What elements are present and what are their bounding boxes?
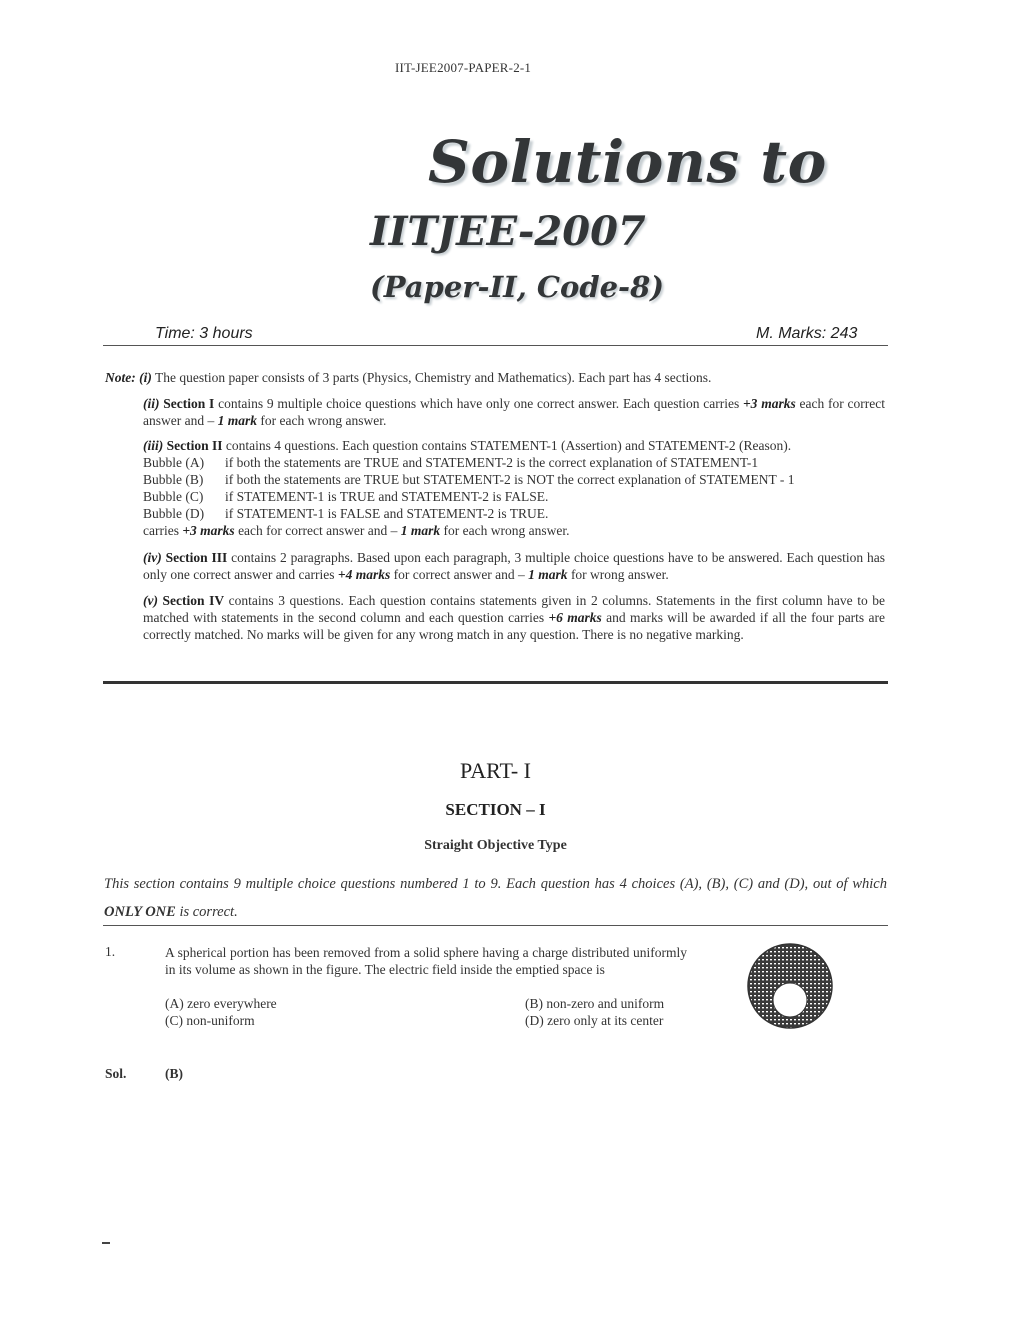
- note-item-5: [143, 592, 885, 643]
- marks-emphasis: 1 mark: [217, 413, 257, 428]
- footer-dash: [102, 1242, 110, 1244]
- note-text: each for correct answer and –: [143, 396, 885, 428]
- intro-text: is correct.: [175, 904, 238, 920]
- note-label: Note:: [105, 370, 136, 385]
- bubble-text: if both the statements are TRUE but STATEMENT-2 is NOT the correct explanation of STATEMENT - 1: [225, 472, 795, 487]
- marks-emphasis: 1 mark: [528, 567, 568, 582]
- note-text: contains 3 questions. Each question contains statements given in 2 columns. Statements in the first column have to be matched with statements in the second column and each question carries: [143, 593, 886, 625]
- page-header-code: IIT-JEE2007-PAPER-2-1: [395, 60, 532, 75]
- bubble-text: if both the statements are TRUE and STATEMENT-2 is the correct explanation of STATEMENT-1: [225, 455, 759, 470]
- exam-time: Time: 3 hours: [155, 325, 253, 342]
- note-text: for correct answer and –: [390, 567, 529, 582]
- section-name: Section I: [163, 396, 215, 411]
- solution-answer: (B): [165, 1066, 183, 1081]
- bubble-text: if STATEMENT-1 is TRUE and STATEMENT-2 is FALSE.: [225, 489, 549, 504]
- marks-emphasis: 1 mark: [400, 523, 441, 538]
- note-num: (i): [139, 370, 152, 385]
- title-solutions-to: Solutions to: [428, 128, 827, 196]
- bubble-label: Bubble (B): [143, 472, 204, 487]
- section-divider: [103, 681, 888, 684]
- sphere-cavity-icon: [745, 942, 835, 1032]
- note-text: for each wrong answer.: [257, 413, 387, 428]
- divider-line: [103, 925, 888, 926]
- note-text: contains 2 paragraphs. Based upon each paragraph, 3 multiple choice questions have to be answered. Each question has only one correct answer and carries: [143, 550, 885, 582]
- note-text: contains 9 multiple choice questions which have only one correct answer. Each question carries: [214, 396, 743, 411]
- note-item-1: [105, 369, 887, 386]
- bubble-rule-a: [143, 454, 885, 471]
- bubble-label: Bubble (C): [143, 489, 204, 504]
- bubble-rule-b: [143, 471, 885, 488]
- option-c: (C) non-uniform: [165, 1013, 255, 1028]
- bubble-rule-c: [143, 488, 885, 505]
- section-name: Section IV: [162, 593, 225, 608]
- sphere-with-cavity-figure: [745, 942, 835, 1032]
- title-paper-code: (Paper-II, Code-8): [370, 270, 664, 304]
- part-title: PART- I: [459, 758, 532, 783]
- question-number: 1.: [105, 944, 116, 959]
- intro-emphasis: ONLY ONE: [104, 904, 176, 920]
- option-a: (A) zero everywhere: [165, 996, 277, 1011]
- section-title: SECTION – I: [445, 800, 546, 819]
- note-item-3: [143, 437, 885, 539]
- section-name: Section II: [166, 438, 223, 453]
- intro-text: This section contains 9 multiple choice questions numbered 1 to 9. Each question has 4 choices (A), (B), (C) and (D), out of which: [104, 876, 887, 892]
- bubble-rule-d: [143, 505, 885, 522]
- marks-emphasis: +4 marks: [337, 567, 391, 582]
- note-text: and marks will be awarded if all the four parts are correctly matched. No marks will be given for any wrong match in any question. There is no negative marking.: [143, 610, 886, 642]
- note-text: The question paper consists of 3 parts (Physics, Chemistry and Mathematics). Each part has 4 sections.: [151, 370, 712, 385]
- marks-emphasis: +3 marks: [182, 523, 235, 538]
- note-item-2: [143, 395, 885, 429]
- marks-emphasis: +6 marks: [548, 610, 602, 625]
- exam-max-marks: M. Marks: 243: [756, 325, 858, 342]
- section-type: Straight Objective Type: [424, 838, 567, 853]
- bubble-label: Bubble (A): [143, 455, 205, 470]
- note-item-4: [143, 549, 885, 583]
- note-text: carries: [143, 523, 183, 538]
- bubble-label: Bubble (D): [143, 506, 205, 521]
- question-text: A spherical portion has been removed from a solid sphere having a charge distributed uniformly in its volume as shown in the figure. The electric field inside the emptied space is: [165, 945, 687, 977]
- section-intro: [104, 870, 887, 926]
- bubble-text: if STATEMENT-1 is FALSE and STATEMENT-2 is TRUE.: [225, 506, 549, 521]
- note-text: each for correct answer and –: [234, 523, 401, 538]
- section-name: Section III: [165, 550, 228, 565]
- note-text: contains 4 questions. Each question contains STATEMENT-1 (Assertion) and STATEMENT-2 (Reason).: [222, 438, 792, 453]
- divider-line: [103, 345, 888, 346]
- note-text: for wrong answer.: [567, 567, 669, 582]
- marks-emphasis: +3 marks: [742, 396, 796, 411]
- note-text: for each wrong answer.: [440, 523, 570, 538]
- option-b: (B) non-zero and uniform: [525, 996, 665, 1011]
- note-num: (iii): [143, 438, 164, 453]
- note-num: (iv): [143, 550, 162, 565]
- note-num: (ii): [143, 396, 160, 411]
- note-num: (v): [143, 593, 158, 608]
- solution-label: Sol.: [105, 1066, 127, 1081]
- option-d: (D) zero only at its center: [525, 1013, 664, 1028]
- title-exam-name: IITJEE-2007: [370, 208, 646, 255]
